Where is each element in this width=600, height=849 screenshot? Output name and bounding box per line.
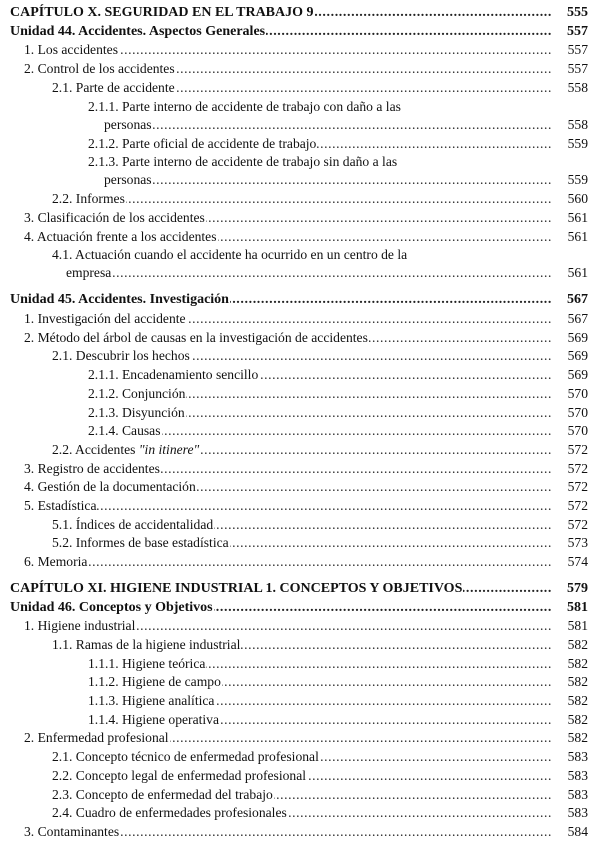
page-number: 572: [567, 460, 588, 476]
entry-label: 2. Enfermedad profesional: [24, 730, 169, 746]
entry-label: 3. Clasificación de los accidentes: [24, 209, 205, 225]
entry-label: 2.4. Cuadro de enfermedades profesionales: [52, 805, 287, 821]
entry-label: CAPÍTULO X. SEGURIDAD EN EL TRABAJO 9: [10, 5, 314, 20]
page-number: 583: [567, 749, 588, 765]
page-number: 570: [567, 423, 588, 439]
page-number: 557: [567, 42, 588, 58]
page-number: 572: [567, 479, 588, 495]
entry-label: 3. Registro de accidentes: [24, 460, 160, 476]
entry-label: 4. Gestión de la documentación: [24, 479, 196, 495]
entry-label-continued: empresa: [66, 265, 112, 281]
page-number: 555: [567, 5, 588, 20]
entry-label: 1. Investigación del accidente: [24, 311, 186, 326]
entry-label: 5.2. Informes de base estadística: [52, 535, 229, 551]
entry-label: 1. Higiene industrial: [24, 618, 136, 634]
entry-label: 2.1.2. Parte oficial de accidente de trabajo: [88, 135, 317, 151]
page-number: 570: [567, 404, 588, 420]
page-number: 579: [567, 580, 588, 596]
entry-label: 1.1. Ramas de la higiene industrial: [52, 636, 241, 652]
entry-label: 2.1.1. Parte interno de accidente de trabajo con daño a las: [88, 98, 401, 114]
page-number: 561: [567, 228, 588, 244]
page-number: 582: [567, 730, 588, 746]
entry-label: 4.1. Actuación cuando el accidente ha ocurrido en un centro de la: [52, 247, 408, 263]
entry-label: 2.2. Concepto legal de enfermedad profesional: [52, 767, 307, 783]
dot-leader: [24, 553, 552, 571]
page-number: 572: [567, 498, 588, 513]
page-number: 581: [567, 618, 588, 634]
entry-label: 1. Los accidentes: [24, 42, 118, 58]
page-number: 559: [567, 135, 588, 151]
page-number: 567: [567, 292, 588, 308]
page-number: 559: [567, 172, 588, 188]
entry-label: 2.1.3. Parte interno de accidente de trabajo sin daño a las: [88, 154, 398, 170]
page-number: 582: [567, 693, 588, 708]
page-number: 582: [567, 655, 588, 671]
entry-label: 2.1.3. Disyunción: [88, 404, 185, 420]
entry-label: Unidad 44. Accidentes. Aspectos Generales: [10, 23, 266, 39]
entry-label: 2.1. Parte de accidente: [52, 79, 175, 95]
entry-label: 2.1.2. Conjunción: [88, 385, 186, 401]
page-number: 581: [567, 599, 588, 615]
dot-leader: [24, 497, 552, 515]
page-number: 558: [567, 79, 588, 95]
page-number: 583: [567, 767, 588, 783]
page-number: 570: [567, 385, 588, 401]
page-number: 582: [567, 674, 588, 690]
entry-label: 6. Memoria: [24, 554, 88, 570]
entry-label: 1.1.2. Higiene de campo: [88, 674, 221, 690]
entry-label: 1.1.4. Higiene operativa: [88, 711, 219, 727]
page-number: 574: [567, 554, 588, 570]
entry-label: 1.1.3. Higiene analítica: [88, 693, 215, 708]
page-number: 583: [567, 786, 588, 802]
page-number: 560: [567, 191, 588, 207]
entry-label: Unidad 45. Accidentes. Investigación: [10, 292, 229, 308]
page-number: 583: [567, 805, 588, 821]
entry-label: 5. Estadística: [24, 498, 97, 513]
page-number: 584: [567, 823, 588, 839]
page-number: 582: [567, 636, 588, 652]
entry-label: CAPÍTULO XI. HIGIENE INDUSTRIAL 1. CONCEPTOS Y OBJETIVOS: [10, 580, 463, 596]
page-number: 572: [567, 516, 588, 532]
page-number: 558: [567, 116, 588, 132]
entry-label-italic: "in itinere": [138, 441, 200, 457]
entry-label: 5.1. Índices de accidentalidad: [52, 516, 214, 532]
page-number: 572: [567, 441, 588, 457]
page-number: 569: [567, 348, 588, 364]
page-number: 557: [567, 23, 588, 39]
page-number: 557: [567, 61, 588, 77]
entry-label: 3. Contaminantes: [24, 823, 120, 839]
entry-label: 2.2. Informes: [52, 191, 125, 207]
page-number: 567: [567, 311, 588, 326]
entry-label: 2.3. Concepto de enfermedad del trabajo: [52, 786, 273, 802]
dot-leader: [104, 171, 552, 189]
page-number: 573: [567, 535, 588, 551]
entry-label-continued: personas: [104, 116, 152, 132]
entry-label: 1.1.1. Higiene teórica: [88, 655, 206, 671]
entry-label: 2. Método del árbol de causas en la investigación de accidentes: [24, 329, 368, 345]
entry-label: Unidad 46. Conceptos y Objetivos: [10, 599, 213, 615]
entry-label: 2.1. Concepto técnico de enfermedad profesional: [52, 749, 319, 765]
entry-label: 2.1. Descubrir los hechos: [52, 348, 190, 364]
page-number: 561: [567, 265, 588, 281]
entry-label: 4. Actuación frente a los accidentes: [24, 228, 217, 244]
entry-label: 2.1.4. Causas: [88, 423, 161, 439]
page-number: 582: [567, 711, 588, 727]
dot-leader: [52, 190, 552, 208]
entry-label: 2.1.1. Encadenamiento sencillo: [88, 367, 259, 383]
dot-leader: [104, 116, 552, 134]
entry-label: 2.2. Accidentes "in itinere": [52, 441, 200, 457]
entry-label: 2. Control de los accidentes: [24, 61, 175, 77]
page-number: 569: [567, 367, 588, 383]
dot-leader: [66, 264, 552, 282]
page-number: 569: [567, 329, 588, 345]
entry-label-continued: personas: [104, 172, 152, 188]
page-number: 561: [567, 209, 588, 225]
